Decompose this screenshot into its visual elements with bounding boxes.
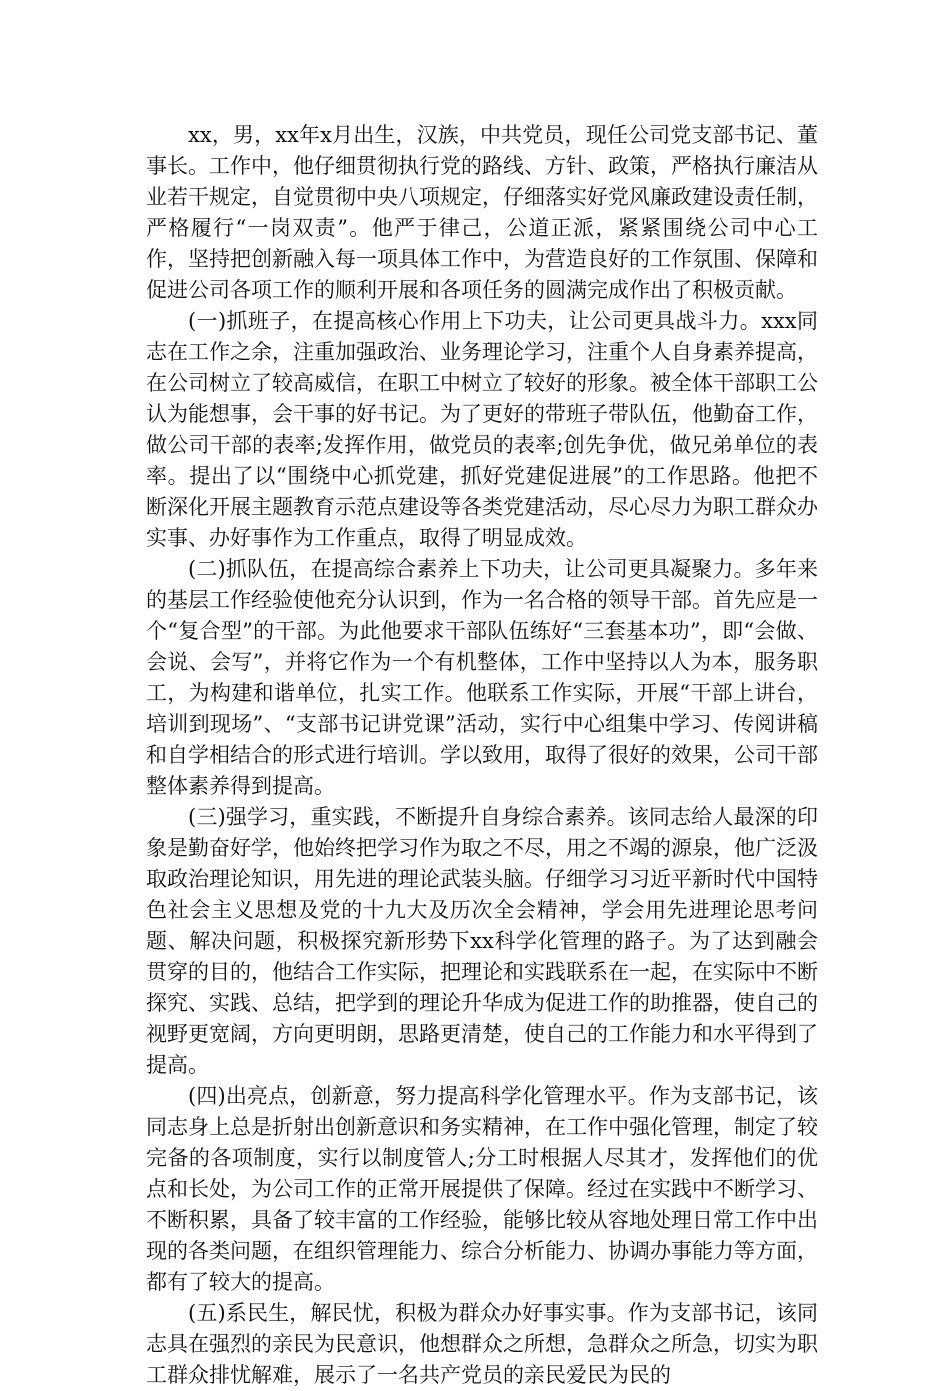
paragraph-section-4: (四)出亮点，创新意，努力提高科学化管理水平。作为支部书记，该同志身上总是折射出创新意识和务实精神，在工作中强化管理，制定了较完备的各项制度，实行以制度管人;分工时根据人尽其才，发挥他们的优点和长处，为公司工作的正常开展提供了保障。经过在实践中不断学习、不断积累，具备了较丰富的工作经验，能够比较从容地处理日常工作中出现的各类问题，在组织管理能力、综合分析能力、协调办事能力等方面，都有了较大的提高。: [146, 1084, 818, 1294]
paragraph-intro: xx，男，xx年x月出生，汉族，中共党员，现任公司党支部书记、董事长。工作中，他仔细贯彻执行党的路线、方针、政策，严格执行廉洁从业若干规定，自觉贯彻中央八项规定，仔细落实好党风廉政建设责任制，严格履行“一岗双责”。他严于律己，公道正派，紧紧围绕公司中心工作，坚持把创新融入每一项具体工作中，为营造良好的工作氛围、保障和促进公司各项工作的顺利开展和各项任务的圆满完成作出了积极贡献。: [146, 123, 818, 302]
paragraph-section-1: (一)抓班子，在提高核心作用上下功夫，让公司更具战斗力。xxx同志在工作之余，注重加强政治、业务理论学习，注重个人自身素养提高，在公司树立了较高威信，在职工中树立了较好的形象。被全体干部职工公认为能想事，会干事的好书记。为了更好的带班子带队伍，他勤奋工作，做公司干部的表率;发挥作用，做党员的表率;创先争优，做兄弟单位的表率。提出了以“围绕中心抓党建，抓好党建促进展”的工作思路。他把不断深化开展主题教育示范点建设等各类党建活动，尽心尽力为职工群众办实事、办好事作为工作重点，取得了明显成效。: [146, 309, 818, 550]
paragraph-section-3: (三)强学习，重实践，不断提升自身综合素养。该同志给人最深的印象是勤奋好学，他始终把学习作为取之不尽，用之不竭的源泉，他广泛汲取政治理论知识，用先进的理论武装头脑。仔细学习习近平新时代中国特色社会主义思想及党的十九大及历次全会精神，学会用先进理论思考问题、解决问题，积极探究新形势下xx科学化管理的路子。为了达到融会贯穿的目的，他结合工作实际，把理论和实践联系在一起，在实际中不断探究、实践、总结，把学到的理论升华成为促进工作的助推器，使自己的视野更宽阔，方向更明朗，思路更清楚，使自己的工作能力和水平得到了提高。: [146, 805, 818, 1077]
document-body: [146, 120, 818, 1391]
paragraph-section-5: (五)系民生，解民忧，积极为群众办好事实事。作为支部书记，该同志具在强烈的亲民为民意识，他想群众之所想，急群众之所急，切实为职工群众排忧解难，展示了一名共产党员的亲民爱民为民的: [146, 1301, 818, 1387]
paragraph-section-2: (二)抓队伍，在提高综合素养上下功夫，让公司更具凝聚力。多年来的基层工作经验使他充分认识到，作为一名合格的领导干部。首先应是一个“复合型”的干部。为此他要求干部队伍练好“三套基本功”，即“会做、会说、会写”，并将它作为一个有机整体，工作中坚持以人为本，服务职工，为构建和谐单位，扎实工作。他联系工作实际，开展“干部上讲台，培训到现场”、“支部书记讲党课”活动，实行中心组集中学习、传阅讲稿和自学相结合的形式进行培训。学以致用，取得了很好的效果，公司干部整体素养得到提高。: [146, 557, 818, 798]
